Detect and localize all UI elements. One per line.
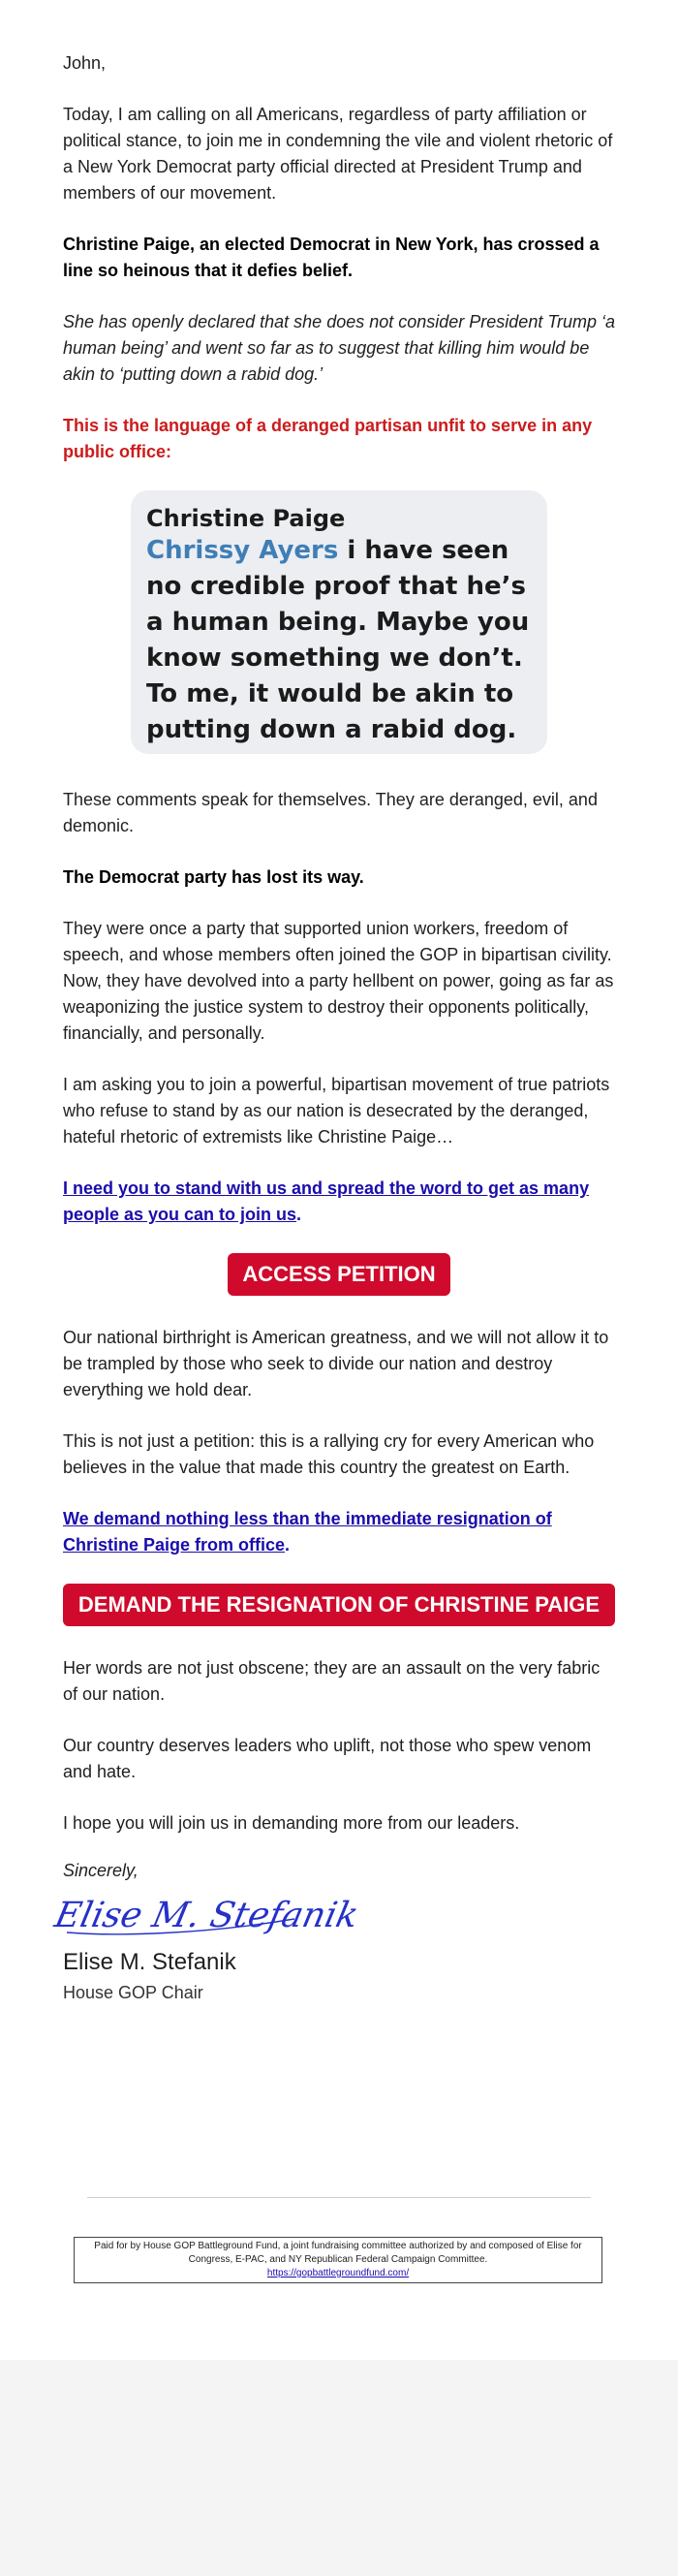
join-link[interactable]: I need you to stand with us and spread the word to get as many people as you can to join us	[63, 1178, 590, 1224]
access-petition-button[interactable]: ACCESS PETITION	[228, 1253, 450, 1296]
access-petition-row	[63, 1253, 615, 1296]
closing: Sincerely,	[63, 1861, 139, 1880]
quote-mention: Chrissy Ayers	[146, 536, 339, 565]
paragraph-link-join	[63, 1176, 615, 1228]
disclaimer-url[interactable]: https://gopbattlegroundfund.com/	[266, 2268, 410, 2278]
paragraph-birthright: Our national birthright is American greatness, and we will not allow it to be trampled by those who seek to divide our nation and destroy everything we hold dear.	[63, 1328, 609, 1399]
demand-resignation-button[interactable]: DEMAND THE RESIGNATION OF CHRISTINE PAIGE	[63, 1584, 615, 1626]
quote-screenshot	[63, 490, 615, 754]
join-link-period: .	[296, 1205, 302, 1224]
paragraph-red-alert: This is the language of a deranged partisan unfit to serve in any public office:	[63, 416, 593, 461]
signature-image	[51, 1890, 362, 1940]
demand-link[interactable]: We demand nothing less than the immediate resignation of Christine Paige from office	[63, 1509, 552, 1555]
quote-text: i have seen no credible proof that he’s a human being. Maybe you know something we don’t. To me, it would be akin to putting down a rabid dog.	[146, 536, 530, 744]
quote-body	[146, 533, 532, 748]
paragraph-history: They were once a party that supported union workers, freedom of speech, and whose members often joined the GOP in bipartisan civility. Now, they have devolved into a party hellbent on power, going as far as weaponizing the justice system to destroy their opponents politically, financially, and personally.	[63, 919, 614, 1043]
paragraph-leaders: Our country deserves leaders who uplift, not those who spew venom and hate.	[63, 1736, 592, 1781]
paragraph-obscene: Her words are not just obscene; they are an assault on the very fabric of our nation.	[63, 1658, 601, 1704]
paragraph-rallying-cry: This is not just a petition: this is a rallying cry for every American who believes in the value that made this country the greatest on Earth.	[63, 1431, 595, 1477]
quote-author: Christine Paige	[146, 505, 346, 532]
paragraph-accusation: Christine Paige, an elected Democrat in New York, has crossed a line so heinous that it defies belief.	[63, 235, 600, 280]
paragraph-quote-summary: She has openly declared that she does not consider President Trump ‘a human being’ and went so far as to suggest that killing him would be akin to ‘putting down a rabid dog.’	[63, 312, 616, 384]
signer-name: Elise M. Stefanik	[63, 1949, 236, 1975]
demand-resignation-row	[63, 1584, 615, 1626]
greeting: John,	[63, 53, 107, 73]
signer-title: House GOP Chair	[63, 1983, 203, 2002]
disclaimer-text: Paid for by House GOP Battleground Fund, a joint fundraising committee authorized by and composed of Elise for Congress, E-PAC, and NY Republican Federal Campaign Committee.	[94, 2241, 582, 2265]
paid-for-disclaimer	[74, 2237, 602, 2283]
demand-link-period: .	[285, 1535, 291, 1555]
quote-card	[131, 490, 547, 754]
paragraph-comments: These comments speak for themselves. They are deranged, evil, and demonic.	[63, 790, 598, 835]
paragraph-hope: I hope you will join us in demanding more from our leaders.	[63, 1813, 520, 1833]
paragraph-link-demand	[63, 1506, 615, 1558]
signature-block	[51, 1858, 615, 2003]
paragraph-ask: I am asking you to join a powerful, bipartisan movement of true patriots who refuse to stand by as our nation is desecrated by the deranged, hateful rhetoric of extremists like Christine Paige…	[63, 1075, 610, 1147]
paragraph-lost-way: The Democrat party has lost its way.	[63, 867, 364, 887]
paragraph-intro: Today, I am calling on all Americans, regardless of party affiliation or political stance, to join me in condemning the vile and violent rhetoric of a New York Democrat party official directed at President Trump and members of our movement.	[63, 105, 613, 203]
email-content	[51, 50, 616, 2003]
signature-script: Elise M. Stefanik	[51, 1894, 362, 1935]
footer-divider	[87, 2197, 591, 2198]
